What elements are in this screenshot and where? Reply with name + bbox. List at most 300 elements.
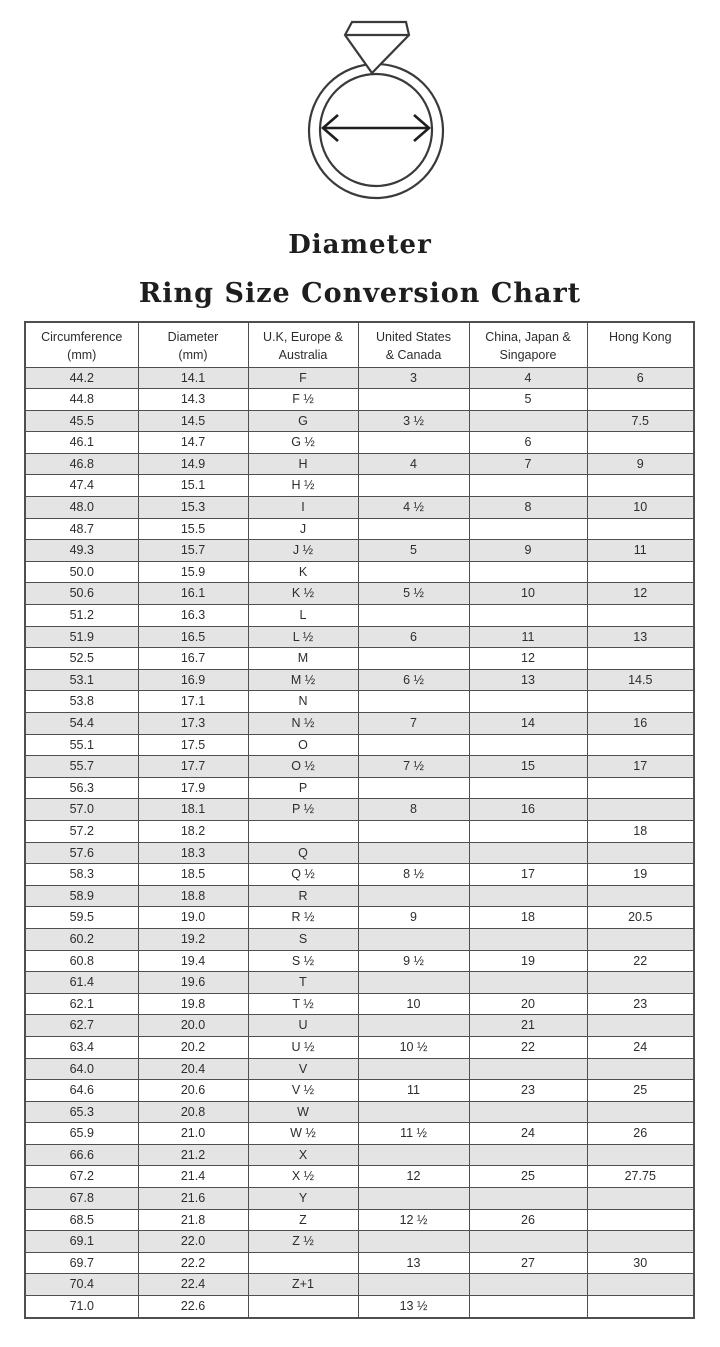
table-cell: [587, 1188, 694, 1210]
table-cell: 67.2: [25, 1166, 138, 1188]
table-row: [25, 669, 694, 691]
table-cell: [469, 1101, 587, 1123]
table-row: [25, 799, 694, 821]
table-cell: 22.6: [138, 1296, 248, 1318]
diameter-arrow: [323, 115, 429, 141]
table-cell: 11 ½: [358, 1123, 469, 1145]
table-row: [25, 1274, 694, 1296]
table-cell: 44.8: [25, 389, 138, 411]
table-cell: U: [248, 1015, 358, 1037]
table-cell: 61.4: [25, 972, 138, 994]
table-cell: I: [248, 497, 358, 519]
table-cell: [587, 432, 694, 454]
column-header-us-canada: United States & Canada: [358, 322, 469, 367]
table-row: [25, 993, 694, 1015]
table-cell: 6: [587, 367, 694, 389]
table-cell: 17.5: [138, 734, 248, 756]
table-cell: [358, 605, 469, 627]
table-cell: S ½: [248, 950, 358, 972]
table-row: [25, 1080, 694, 1102]
table-cell: 71.0: [25, 1296, 138, 1318]
table-cell: 30: [587, 1252, 694, 1274]
table-cell: [358, 432, 469, 454]
table-row: [25, 1058, 694, 1080]
table-row: [25, 1231, 694, 1253]
table-cell: 16.3: [138, 605, 248, 627]
table-cell: 22.2: [138, 1252, 248, 1274]
table-cell: 60.8: [25, 950, 138, 972]
table-cell: 6 ½: [358, 669, 469, 691]
table-cell: 9: [358, 907, 469, 929]
table-cell: P: [248, 777, 358, 799]
table-cell: 25: [469, 1166, 587, 1188]
table-cell: [587, 799, 694, 821]
table-cell: 17.1: [138, 691, 248, 713]
table-cell: 7: [358, 713, 469, 735]
table-cell: 15.3: [138, 497, 248, 519]
table-cell: 6: [469, 432, 587, 454]
table-cell: [587, 885, 694, 907]
table-cell: 57.6: [25, 842, 138, 864]
table-cell: 22.4: [138, 1274, 248, 1296]
table-cell: [358, 1015, 469, 1037]
table-cell: 53.8: [25, 691, 138, 713]
table-cell: 52.5: [25, 648, 138, 670]
table-cell: 21.8: [138, 1209, 248, 1231]
table-cell: 53.1: [25, 669, 138, 691]
table-cell: 20.5: [587, 907, 694, 929]
table-cell: 8: [358, 799, 469, 821]
table-cell: 10 ½: [358, 1036, 469, 1058]
table-cell: 17: [587, 756, 694, 778]
table-header: [25, 322, 694, 367]
table-cell: 14.5: [138, 410, 248, 432]
table-row: [25, 691, 694, 713]
table-cell: [587, 734, 694, 756]
table-cell: [358, 691, 469, 713]
table-cell: 15.5: [138, 518, 248, 540]
table-cell: N ½: [248, 713, 358, 735]
table-cell: [587, 842, 694, 864]
table-cell: [587, 1144, 694, 1166]
table-cell: 15.9: [138, 561, 248, 583]
table-cell: F ½: [248, 389, 358, 411]
table-cell: 12: [469, 648, 587, 670]
table-cell: 16.7: [138, 648, 248, 670]
table-row: [25, 972, 694, 994]
table-cell: 27.75: [587, 1166, 694, 1188]
table-cell: [587, 475, 694, 497]
table-cell: 18: [469, 907, 587, 929]
table-cell: S: [248, 928, 358, 950]
table-cell: 3: [358, 367, 469, 389]
table-cell: 20.4: [138, 1058, 248, 1080]
column-header-circumference: Circumference (mm): [25, 322, 138, 367]
table-cell: Z: [248, 1209, 358, 1231]
table-cell: 18.8: [138, 885, 248, 907]
column-header-hong-kong: Hong Kong: [587, 322, 694, 367]
table-cell: 45.5: [25, 410, 138, 432]
table-cell: 65.9: [25, 1123, 138, 1145]
table-cell: 5: [358, 540, 469, 562]
table-row: [25, 950, 694, 972]
table-cell: [358, 842, 469, 864]
table-cell: [358, 1058, 469, 1080]
table-cell: [248, 820, 358, 842]
table-cell: 23: [469, 1080, 587, 1102]
table-cell: 14.1: [138, 367, 248, 389]
table-cell: K: [248, 561, 358, 583]
table-row: [25, 928, 694, 950]
table-cell: 19.8: [138, 993, 248, 1015]
table-cell: [469, 972, 587, 994]
table-cell: 46.8: [25, 453, 138, 475]
table-cell: [358, 561, 469, 583]
table-cell: 14.3: [138, 389, 248, 411]
table-cell: N: [248, 691, 358, 713]
table-cell: [358, 1144, 469, 1166]
table-cell: 20.8: [138, 1101, 248, 1123]
table-cell: H ½: [248, 475, 358, 497]
table-cell: [358, 648, 469, 670]
table-cell: 7 ½: [358, 756, 469, 778]
table-cell: [587, 1274, 694, 1296]
table-cell: 14.7: [138, 432, 248, 454]
table-cell: [469, 885, 587, 907]
table-row: [25, 1101, 694, 1123]
table-cell: 67.8: [25, 1188, 138, 1210]
table-cell: 16.5: [138, 626, 248, 648]
table-cell: 14.9: [138, 453, 248, 475]
table-cell: 25: [587, 1080, 694, 1102]
table-cell: Z+1: [248, 1274, 358, 1296]
table-cell: 57.2: [25, 820, 138, 842]
table-cell: [587, 605, 694, 627]
table-row: [25, 497, 694, 519]
table-row: [25, 626, 694, 648]
table-row: [25, 518, 694, 540]
table-cell: F: [248, 367, 358, 389]
table-cell: [358, 885, 469, 907]
table-cell: 13: [469, 669, 587, 691]
table-cell: [469, 1058, 587, 1080]
table-cell: [358, 734, 469, 756]
table-cell: 12: [358, 1166, 469, 1188]
table-cell: [587, 1015, 694, 1037]
table-cell: 7.5: [587, 410, 694, 432]
ring-size-conversion-table: [24, 321, 695, 1319]
table-cell: [469, 605, 587, 627]
table-cell: R ½: [248, 907, 358, 929]
table-cell: [358, 972, 469, 994]
table-cell: 59.5: [25, 907, 138, 929]
table-cell: 50.0: [25, 561, 138, 583]
table-cell: 70.4: [25, 1274, 138, 1296]
table-cell: 19: [469, 950, 587, 972]
table-cell: 26: [469, 1209, 587, 1231]
table-cell: 69.1: [25, 1231, 138, 1253]
table-cell: 20: [469, 993, 587, 1015]
diamond-ring-diameter-icon: [296, 18, 448, 208]
table-cell: 4 ½: [358, 497, 469, 519]
table-cell: 21.4: [138, 1166, 248, 1188]
table-cell: 19.2: [138, 928, 248, 950]
column-header-diameter: Diameter (mm): [138, 322, 248, 367]
table-cell: [358, 928, 469, 950]
table-cell: 24: [587, 1036, 694, 1058]
table-cell: [587, 561, 694, 583]
table-cell: J: [248, 518, 358, 540]
table-cell: X ½: [248, 1166, 358, 1188]
table-row: [25, 842, 694, 864]
table-cell: J ½: [248, 540, 358, 562]
table-cell: 11: [358, 1080, 469, 1102]
table-cell: [587, 648, 694, 670]
table-cell: [358, 475, 469, 497]
table-row: [25, 820, 694, 842]
table-cell: W: [248, 1101, 358, 1123]
table-cell: V ½: [248, 1080, 358, 1102]
column-header-uk-europe-australia: U.K, Europe & Australia: [248, 322, 358, 367]
table-row: [25, 648, 694, 670]
table-cell: 13 ½: [358, 1296, 469, 1318]
table-cell: 7: [469, 453, 587, 475]
table-cell: M ½: [248, 669, 358, 691]
table-cell: [469, 691, 587, 713]
table-cell: 63.4: [25, 1036, 138, 1058]
table-cell: [469, 561, 587, 583]
table-cell: 24: [469, 1123, 587, 1145]
table-cell: G: [248, 410, 358, 432]
table-cell: 51.9: [25, 626, 138, 648]
table-cell: 5 ½: [358, 583, 469, 605]
table-row: [25, 734, 694, 756]
table-cell: [469, 1144, 587, 1166]
table-cell: 15.1: [138, 475, 248, 497]
table-cell: 11: [469, 626, 587, 648]
table-cell: W ½: [248, 1123, 358, 1145]
table-cell: 51.2: [25, 605, 138, 627]
table-row: [25, 1144, 694, 1166]
table-cell: 15.7: [138, 540, 248, 562]
table-cell: 10: [587, 497, 694, 519]
table-cell: 4: [469, 367, 587, 389]
table-cell: 21.2: [138, 1144, 248, 1166]
table-cell: 17.9: [138, 777, 248, 799]
table-cell: 18.5: [138, 864, 248, 886]
table-cell: [248, 1296, 358, 1318]
table-cell: 64.0: [25, 1058, 138, 1080]
table-cell: U ½: [248, 1036, 358, 1058]
table-row: [25, 1209, 694, 1231]
table-cell: K ½: [248, 583, 358, 605]
table-cell: [587, 777, 694, 799]
table-cell: X: [248, 1144, 358, 1166]
table-cell: 54.4: [25, 713, 138, 735]
table-cell: 12: [587, 583, 694, 605]
table-cell: [469, 475, 587, 497]
table-cell: 10: [469, 583, 587, 605]
table-cell: [587, 1058, 694, 1080]
table-cell: 56.3: [25, 777, 138, 799]
table-cell: 48.0: [25, 497, 138, 519]
table-cell: [358, 389, 469, 411]
table-row: [25, 367, 694, 389]
table-cell: 27: [469, 1252, 587, 1274]
table-cell: 22: [587, 950, 694, 972]
table-row: [25, 540, 694, 562]
table-cell: Q: [248, 842, 358, 864]
table-cell: 18.3: [138, 842, 248, 864]
table-cell: 19.4: [138, 950, 248, 972]
table-cell: 19.6: [138, 972, 248, 994]
table-cell: 64.6: [25, 1080, 138, 1102]
table-row: [25, 1166, 694, 1188]
table-cell: 55.7: [25, 756, 138, 778]
table-cell: [469, 1188, 587, 1210]
table-cell: [587, 518, 694, 540]
table-cell: [358, 1274, 469, 1296]
table-row: [25, 1252, 694, 1274]
table-cell: 50.6: [25, 583, 138, 605]
table-cell: [469, 777, 587, 799]
table-cell: [358, 777, 469, 799]
table-cell: 9: [469, 540, 587, 562]
table-cell: 60.2: [25, 928, 138, 950]
table-cell: 14: [469, 713, 587, 735]
table-cell: 5: [469, 389, 587, 411]
table-row: [25, 561, 694, 583]
table-cell: 15: [469, 756, 587, 778]
table-cell: [469, 842, 587, 864]
table-cell: 17.7: [138, 756, 248, 778]
table-cell: 17: [469, 864, 587, 886]
table-cell: 18: [587, 820, 694, 842]
table-cell: 16.1: [138, 583, 248, 605]
table-cell: [587, 1101, 694, 1123]
table-header-row: [25, 322, 694, 367]
table-cell: [469, 410, 587, 432]
table-row: [25, 605, 694, 627]
table-cell: 48.7: [25, 518, 138, 540]
table-cell: Q ½: [248, 864, 358, 886]
table-cell: 4: [358, 453, 469, 475]
table-row: [25, 1296, 694, 1318]
table-cell: [358, 1101, 469, 1123]
table-cell: 21.0: [138, 1123, 248, 1145]
table-cell: 58.3: [25, 864, 138, 886]
table-cell: 21.6: [138, 1188, 248, 1210]
table-cell: 17.3: [138, 713, 248, 735]
table-row: [25, 713, 694, 735]
table-cell: R: [248, 885, 358, 907]
table-cell: 19.0: [138, 907, 248, 929]
table-row: [25, 1015, 694, 1037]
table-row: [25, 453, 694, 475]
table-cell: 16: [469, 799, 587, 821]
table-cell: O ½: [248, 756, 358, 778]
table-cell: 22.0: [138, 1231, 248, 1253]
table-row: [25, 1188, 694, 1210]
table-row: [25, 1123, 694, 1145]
table-cell: [469, 820, 587, 842]
table-cell: L: [248, 605, 358, 627]
table-cell: 44.2: [25, 367, 138, 389]
table-cell: 20.2: [138, 1036, 248, 1058]
table-row: [25, 583, 694, 605]
table-cell: 18.2: [138, 820, 248, 842]
table-cell: 66.6: [25, 1144, 138, 1166]
table-cell: 49.3: [25, 540, 138, 562]
conversion-table-body: [25, 367, 694, 1318]
table-cell: G ½: [248, 432, 358, 454]
table-cell: 69.7: [25, 1252, 138, 1274]
table-cell: [469, 518, 587, 540]
page-title: Ring Size Conversion Chart: [138, 278, 582, 309]
table-cell: 8 ½: [358, 864, 469, 886]
table-cell: 11: [587, 540, 694, 562]
table-cell: 26: [587, 1123, 694, 1145]
table-row: [25, 907, 694, 929]
table-cell: [587, 928, 694, 950]
table-cell: 62.1: [25, 993, 138, 1015]
table-row: [25, 777, 694, 799]
table-row: [25, 1036, 694, 1058]
table-cell: 16.9: [138, 669, 248, 691]
table-cell: 16: [587, 713, 694, 735]
table-cell: 57.0: [25, 799, 138, 821]
table-cell: 62.7: [25, 1015, 138, 1037]
table-cell: 22: [469, 1036, 587, 1058]
table-cell: [587, 1209, 694, 1231]
table-cell: H: [248, 453, 358, 475]
table-cell: 13: [587, 626, 694, 648]
table-cell: M: [248, 648, 358, 670]
table-cell: 68.5: [25, 1209, 138, 1231]
table-cell: [469, 928, 587, 950]
table-cell: Z ½: [248, 1231, 358, 1253]
table-cell: 13: [358, 1252, 469, 1274]
table-cell: [248, 1252, 358, 1274]
table-cell: [358, 1188, 469, 1210]
column-header-china-japan-singapore: China, Japan & Singapore: [469, 322, 587, 367]
table-row: [25, 410, 694, 432]
table-cell: [469, 1274, 587, 1296]
table-cell: [587, 691, 694, 713]
table-row: [25, 864, 694, 886]
table-cell: 9: [587, 453, 694, 475]
table-cell: 6: [358, 626, 469, 648]
table-cell: [587, 389, 694, 411]
table-cell: [469, 1296, 587, 1318]
table-cell: [358, 518, 469, 540]
table-cell: [469, 1231, 587, 1253]
table-cell: Y: [248, 1188, 358, 1210]
table-cell: L ½: [248, 626, 358, 648]
table-cell: [469, 734, 587, 756]
table-cell: 10: [358, 993, 469, 1015]
table-cell: [587, 972, 694, 994]
table-cell: 46.1: [25, 432, 138, 454]
table-cell: O: [248, 734, 358, 756]
table-row: [25, 432, 694, 454]
table-cell: 20.6: [138, 1080, 248, 1102]
table-cell: T: [248, 972, 358, 994]
table-cell: [587, 1296, 694, 1318]
table-cell: 47.4: [25, 475, 138, 497]
table-cell: [358, 1231, 469, 1253]
table-cell: [358, 820, 469, 842]
